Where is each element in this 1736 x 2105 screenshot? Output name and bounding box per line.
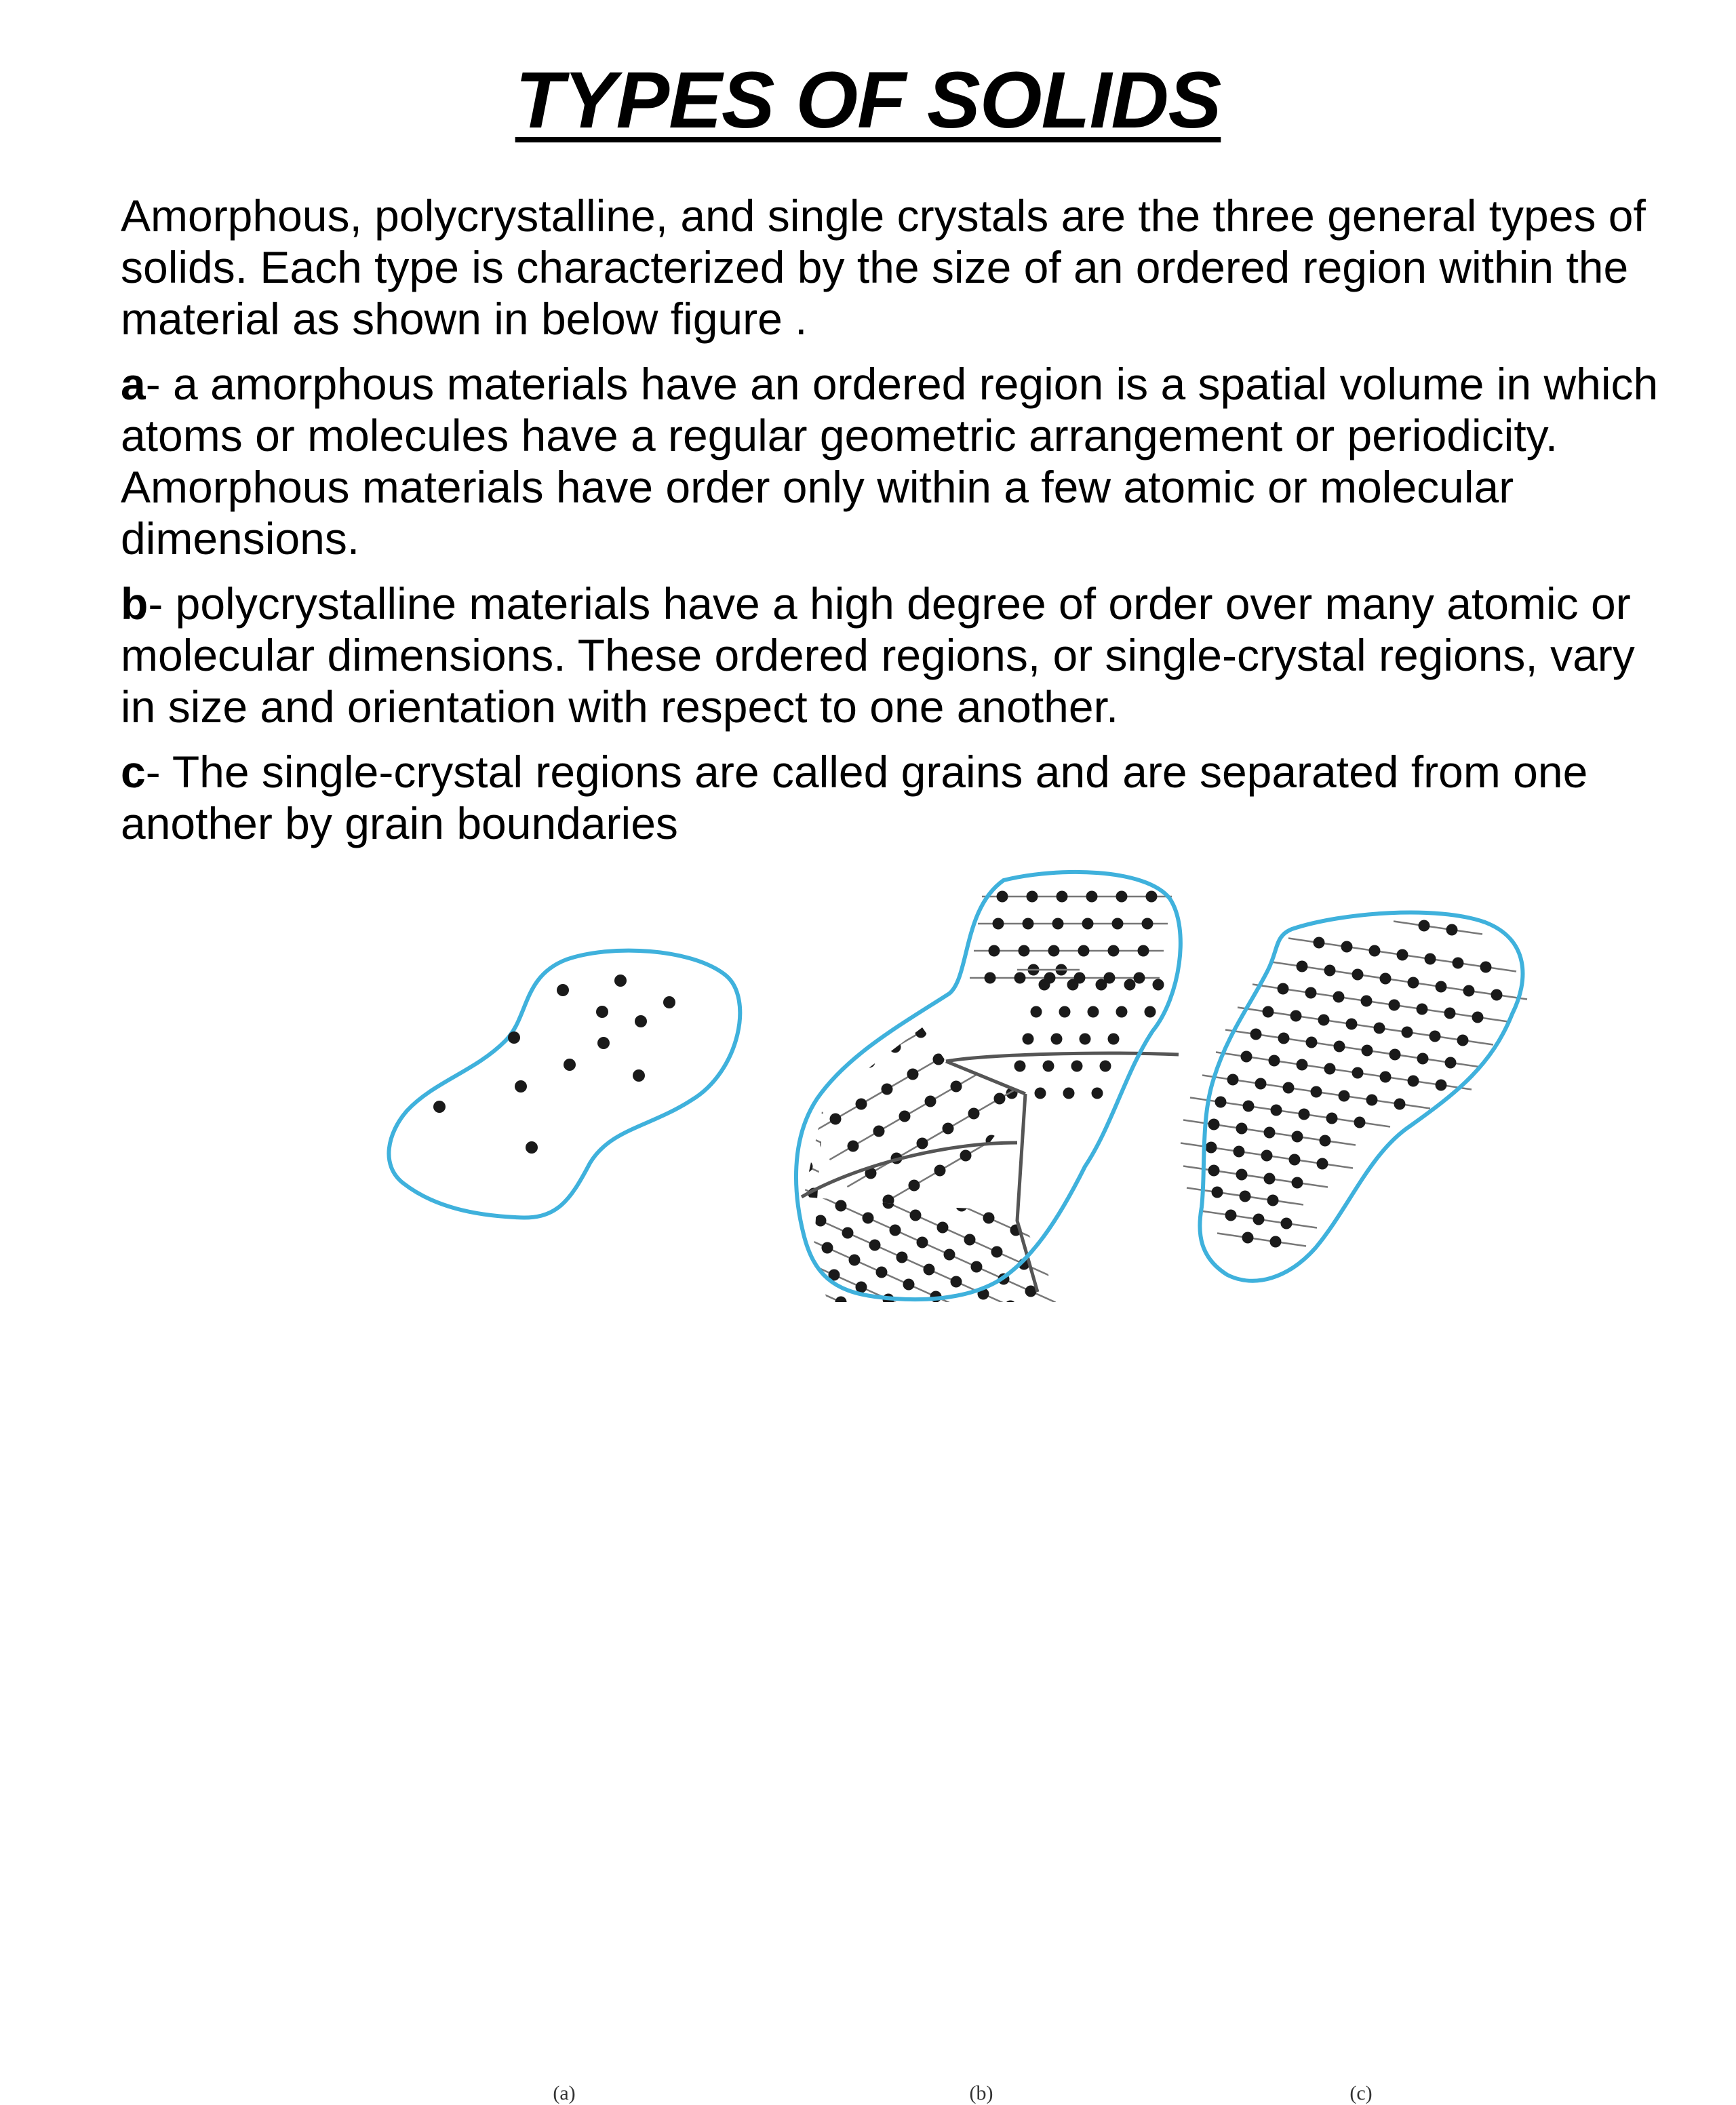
- atom-dot: [1253, 1214, 1265, 1225]
- atom-dot: [846, 1029, 858, 1041]
- atom-dot: [842, 1227, 854, 1239]
- atom-dot: [993, 918, 1004, 930]
- atom-dot: [1027, 891, 1038, 903]
- atom-dot: [1225, 1210, 1237, 1221]
- atom-dot: [924, 985, 935, 996]
- atom-dot: [1023, 1034, 1034, 1045]
- atom-dot: [1010, 1009, 1022, 1021]
- atom-dot: [1339, 1090, 1350, 1102]
- atom-dot: [1096, 979, 1107, 991]
- atom-dot: [863, 1213, 874, 1224]
- atom-dot: [1116, 891, 1128, 903]
- atom-dot: [915, 1027, 927, 1038]
- atom-dot: [1108, 945, 1120, 957]
- atom-dot: [1419, 920, 1430, 932]
- atom-dot: [1236, 1123, 1248, 1135]
- atom-dot: [1092, 1088, 1103, 1099]
- caption-c: (c): [1349, 2082, 1373, 2104]
- atom-dot: [1112, 918, 1124, 930]
- atom-dot: [1029, 1203, 1041, 1215]
- atom-dot: [907, 1069, 919, 1080]
- atom-dot: [873, 1126, 885, 1137]
- atom-dot: [1071, 1061, 1083, 1072]
- atom-dot: [1234, 1146, 1245, 1158]
- atom-dot: [1463, 985, 1475, 997]
- atom-dot: [1035, 1088, 1046, 1099]
- atom-dot: [1012, 1120, 1023, 1132]
- intro-paragraph: Amorphous, polycrystalline, and single crystals are the three general types of solids. Each type is characterized by the size of an ordered region within the material as shown in below figure .: [121, 191, 1646, 344]
- atom-dot: [848, 1141, 859, 1152]
- atom-dot: [1215, 1097, 1227, 1108]
- atom-dot: [1023, 918, 1034, 930]
- slide-body: [121, 190, 1680, 863]
- atom-dot: [1278, 1033, 1290, 1044]
- atom-dot: [896, 1252, 908, 1263]
- atom-dot: [835, 1297, 847, 1303]
- atom-dot: [1024, 1080, 1035, 1091]
- atom-dot: [872, 1015, 884, 1026]
- atom-dot: [993, 982, 1004, 994]
- atom-dot: [1227, 1074, 1239, 1086]
- atom-dot: [978, 1089, 989, 1101]
- grain-top: [970, 891, 1172, 984]
- atom-dot: [1354, 1117, 1366, 1128]
- atom-dot: [890, 1225, 901, 1236]
- atom-dot: [1369, 945, 1381, 957]
- atom-dot: [1241, 1051, 1252, 1063]
- atom-dot: [962, 1021, 973, 1033]
- atom-dot: [596, 1006, 608, 1018]
- atom-dot: [1094, 1172, 1106, 1183]
- atom-dot: [975, 955, 987, 966]
- atom-dot: [1051, 1034, 1063, 1045]
- single-crystal-shape: [1181, 913, 1527, 1281]
- item-b: [121, 578, 1680, 732]
- atom-dot: [1324, 965, 1336, 977]
- atom-dot: [994, 1157, 1006, 1168]
- atom-dot: [981, 1000, 992, 1011]
- atom-dot: [1027, 990, 1038, 1002]
- atom-dot: [1267, 1195, 1279, 1206]
- item-c: [121, 746, 1680, 849]
- atom-dot: [1425, 953, 1436, 965]
- atom-dot: [849, 1255, 861, 1266]
- atom-dot: [1014, 1061, 1026, 1072]
- atom-dot: [956, 1200, 968, 1212]
- atom-dot: [1311, 1086, 1322, 1098]
- atom-dot: [1361, 996, 1373, 1007]
- atom-dot: [1292, 1131, 1303, 1143]
- atom-dot: [1005, 1101, 1017, 1113]
- atom-dot: [635, 1015, 647, 1027]
- atom-dot: [989, 945, 1000, 957]
- caption-b: (b): [969, 2082, 993, 2104]
- atom-dot: [1292, 1177, 1303, 1189]
- atom-dot: [1334, 1041, 1345, 1052]
- lattice-line: [1225, 1030, 1481, 1067]
- atom-dot: [967, 997, 979, 1008]
- atom-dot: [1346, 1019, 1358, 1030]
- atom-dot: [1054, 1021, 1065, 1033]
- item-b-marker: b: [121, 578, 149, 629]
- atom-dot: [869, 1240, 881, 1251]
- atom-dot: [822, 1242, 833, 1254]
- atom-dot: [1389, 1049, 1401, 1061]
- atom-dot: [924, 1264, 935, 1276]
- atom-dot: [1436, 1080, 1447, 1091]
- atom-dot: [1255, 1078, 1267, 1090]
- atom-dot: [1032, 1114, 1044, 1125]
- item-b-text: - polycrystalline materials have a high degree of order over many atomic or molecular dimensions. These ordered regions, or single-crystal regions, vary in size and orientation with respect to one another.: [121, 578, 1635, 732]
- atom-dot: [1008, 1012, 1019, 1023]
- atom-dot: [985, 1024, 996, 1036]
- atom-dot: [1453, 958, 1464, 969]
- atom-dot: [1113, 1150, 1125, 1162]
- atom-dot: [830, 1114, 842, 1125]
- atom-dot: [777, 1032, 789, 1044]
- lattice-line: [934, 982, 1201, 1102]
- atom-dot: [1270, 1236, 1282, 1248]
- atom-dot: [1297, 961, 1308, 972]
- atom-dot: [557, 984, 569, 996]
- atom-dot: [1067, 1160, 1079, 1171]
- atom-dot: [910, 1210, 922, 1221]
- slide-title-text: TYPES OF SOLIDS: [515, 56, 1221, 145]
- atom-dot: [983, 1213, 995, 1224]
- atom-dot: [835, 1200, 847, 1212]
- atom-dot: [933, 1054, 945, 1065]
- atom-dot: [1417, 1053, 1429, 1065]
- atom-dot: [802, 1161, 813, 1173]
- atom-dot: [821, 1044, 832, 1056]
- atom-dot: [1281, 1218, 1293, 1229]
- atom-dot: [924, 1065, 935, 1076]
- atom-dot: [1014, 972, 1026, 984]
- atom-dot: [1408, 1076, 1419, 1087]
- atom-dot: [1240, 1191, 1251, 1202]
- atom-dot: [1243, 1101, 1255, 1112]
- atom-dot: [1212, 1187, 1223, 1198]
- atom-dot: [1305, 987, 1317, 999]
- atom-dot: [1271, 1105, 1282, 1116]
- atom-dot: [1457, 1035, 1469, 1046]
- atom-dot: [1236, 1169, 1248, 1181]
- atom-dot: [1261, 1150, 1273, 1162]
- atom-dot: [1019, 945, 1030, 957]
- atom-dot: [1082, 918, 1094, 930]
- atom-dot: [1132, 1128, 1144, 1140]
- atom-dot: [597, 1037, 610, 1049]
- atom-dot: [1146, 891, 1158, 903]
- atom-dot: [903, 1279, 915, 1291]
- atom-dot: [1352, 969, 1364, 981]
- atom-dot: [934, 1009, 946, 1021]
- atom-dot: [986, 1123, 998, 1135]
- atom-dot: [1059, 1006, 1071, 1018]
- atom-dot: [1324, 1063, 1336, 1075]
- atom-dot: [909, 1180, 920, 1192]
- atom-dot: [985, 972, 996, 984]
- atom-dot: [951, 1081, 962, 1093]
- atom-dot: [959, 1039, 970, 1050]
- atom-dot: [1333, 991, 1345, 1003]
- atom-dot: [896, 1052, 908, 1064]
- atom-dot: [1208, 1165, 1220, 1177]
- atom-dot: [1116, 1006, 1128, 1018]
- atom-dot: [876, 1267, 888, 1278]
- atom-dot: [1264, 1127, 1276, 1139]
- atom-dot: [971, 1261, 983, 1273]
- atom-dot: [821, 1139, 832, 1151]
- atom-dot: [1397, 949, 1408, 961]
- atom-dot: [1151, 1107, 1163, 1118]
- item-c-marker: c: [121, 747, 146, 797]
- atom-dot: [1389, 1000, 1400, 1011]
- atom-dot: [1472, 1012, 1484, 1023]
- atom-dot: [433, 1101, 446, 1113]
- atom-dot: [964, 1234, 976, 1246]
- atom-dot: [1051, 1092, 1063, 1103]
- atom-dot: [815, 1215, 827, 1227]
- atom-dot: [1480, 962, 1492, 973]
- atom-dot: [1299, 1109, 1310, 1120]
- atom-dot: [989, 1034, 1000, 1045]
- amorphous-shape: [389, 951, 740, 1218]
- atom-dot: [1100, 1061, 1111, 1072]
- atom-dot: [1067, 979, 1079, 991]
- lattice-line: [1217, 1234, 1306, 1246]
- atom-dot: [1052, 918, 1064, 930]
- atom-dot: [1352, 1067, 1364, 1079]
- atom-dot: [1145, 1006, 1156, 1018]
- atom-dot: [1429, 1031, 1441, 1042]
- atom-dot: [925, 1096, 936, 1107]
- atom-dot: [1142, 918, 1153, 930]
- atom-dot: [1444, 1008, 1456, 1019]
- atom-dot: [997, 891, 1008, 903]
- atom-dot: [564, 1059, 576, 1071]
- atom-dot: [1269, 1055, 1280, 1067]
- atom-dot: [1417, 1004, 1428, 1015]
- atom-dot: [1206, 1142, 1217, 1154]
- atom-dot: [1076, 1194, 1087, 1205]
- atom-dot: [948, 1166, 960, 1178]
- grain-right: [1006, 979, 1164, 1099]
- solids-figure: [0, 868, 1736, 2104]
- atom-dot: [1124, 979, 1136, 991]
- atom-dot: [1320, 1135, 1331, 1147]
- atom-dot: [1380, 973, 1392, 985]
- atom-dot: [1043, 1061, 1054, 1072]
- atom-dot: [1143, 1073, 1155, 1084]
- atom-dot: [1001, 940, 1012, 951]
- atom-dot: [856, 1185, 867, 1197]
- atom-dot: [960, 1150, 972, 1162]
- atom-dot: [1314, 937, 1325, 949]
- atom-dot: [1048, 1181, 1060, 1193]
- single-crystal-outline: [1200, 913, 1522, 1281]
- atom-dot: [975, 1179, 987, 1190]
- atom-dot: [515, 1080, 527, 1093]
- atom-dot: [795, 1059, 806, 1071]
- atom-dot: [1088, 1006, 1099, 1018]
- atom-dot: [932, 943, 943, 954]
- atom-dot: [882, 1084, 893, 1095]
- slide-title: [0, 54, 1736, 146]
- atom-dot: [508, 1031, 520, 1044]
- atom-dot: [886, 1108, 897, 1120]
- atom-dot: [1039, 979, 1050, 991]
- atom-dot: [1297, 1059, 1308, 1071]
- atom-dot: [1242, 1232, 1254, 1244]
- atom-dot: [1124, 1095, 1136, 1106]
- atom-dot: [1108, 1034, 1120, 1045]
- atom-dot: [1020, 1078, 1031, 1090]
- lattice-line: [1394, 922, 1482, 935]
- atom-dot: [917, 1138, 928, 1149]
- atom-dot: [1063, 1088, 1075, 1099]
- atom-dot: [944, 1249, 955, 1261]
- atom-dot: [1306, 1037, 1318, 1048]
- atom-dot: [1134, 972, 1145, 984]
- atom-dot: [1208, 1119, 1220, 1130]
- atom-dot: [1021, 1169, 1033, 1181]
- atom-dot: [899, 1111, 911, 1122]
- atom-dot: [1089, 1076, 1101, 1087]
- atom-dot: [1116, 1061, 1128, 1072]
- atom-dot: [1048, 945, 1060, 957]
- atom-dot: [803, 1017, 814, 1029]
- atom-dot: [1394, 1099, 1406, 1110]
- atom-dot: [1341, 941, 1353, 953]
- atom-dot: [1038, 1105, 1049, 1117]
- atom-dot: [1057, 891, 1068, 903]
- atom-dot: [526, 1141, 538, 1154]
- atom-dot: [890, 1042, 901, 1053]
- atom-dot: [1078, 945, 1090, 957]
- atom-dot: [929, 1188, 941, 1200]
- atom-dot: [1380, 1071, 1392, 1083]
- single-crystal-lattice: [1181, 920, 1527, 1248]
- atom-dot: [1491, 989, 1503, 1001]
- atom-dot: [1000, 978, 1011, 989]
- atom-dot: [943, 1043, 954, 1055]
- atom-dot: [937, 1222, 949, 1234]
- atom-dot: [1059, 1126, 1071, 1137]
- atom-dot: [1290, 1010, 1302, 1022]
- atom-dot: [614, 975, 627, 987]
- atom-dot: [1408, 977, 1419, 989]
- atom-dot: [1036, 994, 1048, 1006]
- atom-dot: [880, 972, 892, 984]
- atom-dot: [943, 1123, 954, 1135]
- atom-dot: [951, 1276, 962, 1288]
- solids-diagram: [0, 868, 1736, 1302]
- atom-dot: [1040, 1147, 1052, 1159]
- atom-dot: [991, 1246, 1003, 1258]
- atom-dot: [633, 1069, 645, 1082]
- atom-dot: [1138, 945, 1149, 957]
- atom-dot: [1362, 1045, 1373, 1057]
- lattice-line: [865, 1067, 1118, 1214]
- item-a: [121, 358, 1680, 564]
- atom-dot: [1264, 1173, 1276, 1185]
- atom-dot: [864, 1057, 875, 1068]
- item-a-marker: a: [121, 359, 146, 409]
- atom-dot: [968, 1108, 980, 1120]
- atom-dot: [1263, 1006, 1274, 1018]
- atom-dot: [1283, 1082, 1295, 1094]
- atom-dot: [1366, 1095, 1378, 1106]
- atom-dot: [958, 928, 969, 939]
- atom-dot: [1445, 1057, 1457, 1069]
- atom-dot: [1318, 1015, 1330, 1026]
- atom-dot: [934, 1165, 946, 1177]
- atom-dot: [1289, 1154, 1301, 1166]
- atom-dot: [856, 1099, 867, 1110]
- item-c-text: - The single-crystal regions are called grains and are separated from one another by grain boundaries: [121, 747, 1588, 848]
- atom-dot: [905, 1086, 916, 1098]
- atom-dot: [1317, 1158, 1328, 1170]
- atom-dot: [997, 1067, 1008, 1079]
- atom-dot: [994, 1093, 1006, 1105]
- atom-dot: [906, 958, 918, 969]
- atom-dot: [1326, 1113, 1338, 1124]
- atom-dot: [1080, 1034, 1091, 1045]
- polycrystalline-shape: [759, 872, 1219, 1302]
- item-a-text: - a amorphous materials have an ordered region is a spatial volume in which atoms or molecules have a regular geometric arrangement or periodicity. Amorphous materials have order only within a few atomic or molecular dimensions.: [121, 359, 1659, 564]
- caption-a: (a): [553, 2082, 576, 2104]
- atom-dot: [917, 1237, 928, 1248]
- atom-dot: [848, 1152, 859, 1163]
- atom-dot: [1250, 1029, 1262, 1040]
- atom-dot: [1436, 981, 1447, 993]
- atom-dot: [1153, 979, 1164, 991]
- atom-dot: [663, 996, 675, 1008]
- atom-dot: [1002, 1191, 1014, 1202]
- atom-dot: [972, 966, 984, 977]
- atom-dot: [1170, 1085, 1182, 1097]
- atom-dot: [854, 987, 866, 999]
- atom-dot: [898, 1000, 909, 1011]
- atom-dot: [1278, 983, 1289, 995]
- atom-dot: [1062, 1036, 1073, 1048]
- atom-dot: [1031, 1006, 1042, 1018]
- atom-dot: [921, 1154, 932, 1166]
- atom-dot: [1402, 1027, 1413, 1038]
- atom-dot: [1446, 924, 1458, 936]
- atom-dot: [1035, 1024, 1046, 1036]
- atom-dot: [1086, 891, 1098, 903]
- atom-dot: [941, 1012, 953, 1023]
- atom-dot: [1374, 1023, 1385, 1034]
- atom-dot: [1189, 1063, 1201, 1075]
- atom-dot: [913, 1120, 924, 1132]
- atom-dot: [1078, 1104, 1090, 1116]
- atom-dot: [829, 1002, 840, 1014]
- lattice-line: [1216, 1052, 1472, 1090]
- atom-dot: [894, 1142, 905, 1154]
